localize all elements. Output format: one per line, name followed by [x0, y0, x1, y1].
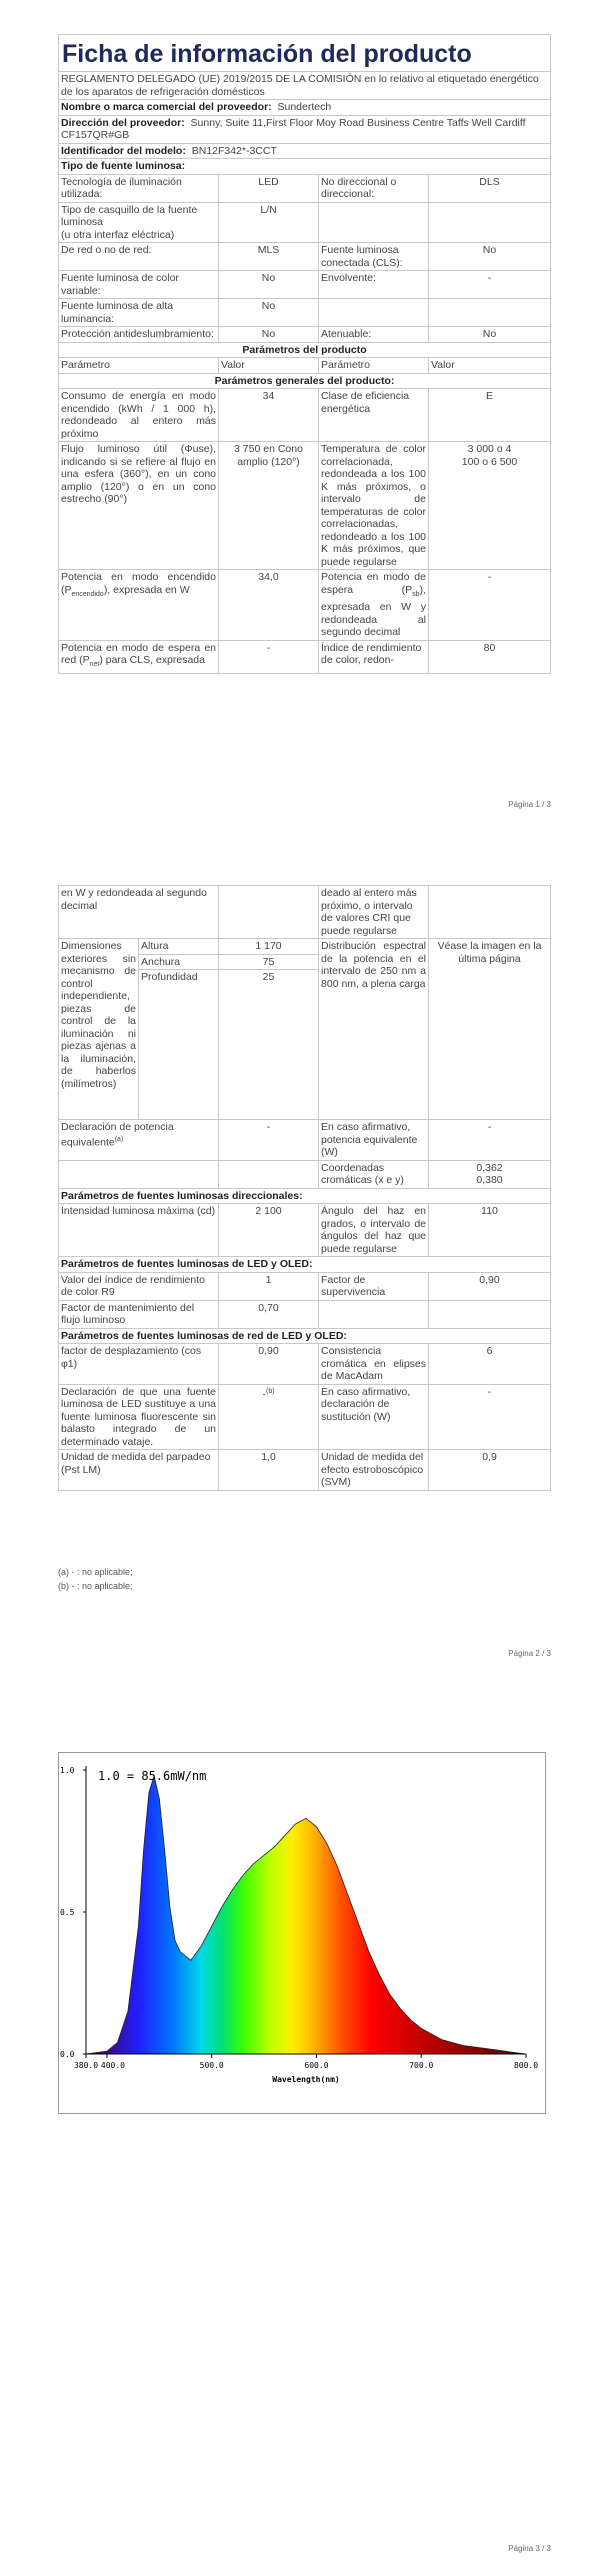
standby-label [319, 570, 429, 641]
page-2 [0, 885, 603, 1665]
net-label-sub: net [89, 661, 100, 669]
height-label: Altura [139, 939, 219, 955]
color-variable-value: No [219, 271, 319, 299]
depth-value: 25 [219, 970, 319, 1120]
power-label-sub: encendido [71, 590, 104, 598]
empty-cell [59, 1160, 219, 1188]
beam-angle-label: Ángulo del haz en grados, o intervalo de ángulos del haz que puede regularse [319, 1204, 429, 1257]
maintenance-value: 0,70 [219, 1300, 319, 1328]
page-number-1: Página 1 / 3 [508, 800, 551, 809]
stroboscopic-label: Unidad de medida del efecto estroboscópico (SVM) [319, 1450, 429, 1491]
class-value: E [429, 389, 551, 442]
chroma-value-cell [429, 1160, 551, 1188]
stroboscopic-value: 0,9 [429, 1450, 551, 1491]
cap-value: L/N [219, 202, 319, 243]
regulation-text: REGLAMENTO DELEGADO (UE) 2019/2015 DE LA COMISIÓN en lo relativo al etiquetado energético de los aparatos de refrigeración domésticos [59, 72, 551, 100]
empty-cell [319, 202, 429, 243]
replacement-label: Declaración de que una fuente luminosa de LED sustituye a una fuente luminosa fluorescente sin balasto integrado de un determinado vataje. [59, 1384, 219, 1450]
depth-label: Profundidad [139, 970, 219, 1120]
energy-value: 34 [219, 389, 319, 442]
r9-value: 1 [219, 1272, 319, 1300]
equiv-label-text: Declaración de potencia equivalente [61, 1121, 174, 1148]
mains-label: De red o no de red: [59, 243, 219, 271]
page-3 [0, 1720, 603, 2560]
x-tick-label: 400.0 [100, 2061, 125, 2070]
displacement-value: 0,90 [219, 1344, 319, 1385]
chroma-label: Coordenadas cromáticas (x e y) [319, 1160, 429, 1188]
chroma-x: 0,362 [476, 1161, 503, 1174]
mains-value: MLS [219, 243, 319, 271]
dimmable-value: No [429, 327, 551, 343]
empty-cell [429, 202, 551, 243]
light-source-header: Tipo de fuente luminosa: [59, 159, 551, 175]
replacement-yes-value: - [429, 1384, 551, 1450]
net-label-a: Potencia en modo de espera en red (P [61, 641, 216, 667]
replacement-value [219, 1384, 319, 1450]
r9-label: Valor del índice de rendimiento de color R9 [59, 1272, 219, 1300]
chroma-y: 0,380 [476, 1174, 503, 1186]
page-number-3: Página 3 / 3 [508, 2544, 551, 2553]
directional-header: Parámetros de fuentes luminosas direccionales: [59, 1188, 551, 1204]
replacement-sup: (b) [265, 1387, 275, 1395]
nondir-value: DLS [429, 174, 551, 202]
supplier-name-value: Sundertech [277, 101, 332, 113]
flux-value: 3 750 en Cono amplio (120°) [219, 442, 319, 570]
width-value: 75 [219, 954, 319, 970]
cls-label: Fuente luminosa conectada (CLS): [319, 243, 429, 271]
model-label: Identificador del modelo: [61, 144, 186, 157]
chart-annotation: 1.0 = 85.6mW/nm [98, 1769, 207, 1783]
empty-cell [219, 886, 319, 939]
x-tick-label: 380.0 [73, 2061, 99, 2070]
equiv-yes-label: En caso afirmativo, potencia equivalente (W) [319, 1120, 429, 1161]
product-params-header: Parámetros del producto [59, 342, 551, 358]
power-label [59, 570, 219, 641]
survival-label: Factor de supervivencia [319, 1272, 429, 1300]
empty-cell [429, 299, 551, 327]
cri-label: Índice de rendimiento de color, redon- [319, 640, 429, 673]
spd-label: Distribución espectral de la potencia en el intervalo de 250 nm a 800 nm, a plena carga [319, 939, 429, 1120]
model-value: BN12F342*-3CCT [191, 144, 277, 157]
document-title: Ficha de información del producto [59, 35, 551, 72]
width-label: Anchura [139, 954, 219, 970]
high-luminance-label: Fuente luminosa de alta luminancia: [59, 299, 219, 327]
standby-label-a: Potencia en modo de espera (P [321, 571, 426, 596]
net-label-b: ) para CLS, expresada [99, 654, 205, 667]
net-standby-label [59, 640, 219, 673]
net-standby-value: - [219, 640, 319, 673]
product-info-table-p1 [58, 34, 551, 674]
beam-angle-value: 110 [429, 1204, 551, 1257]
cct-value-cell [429, 442, 551, 570]
cri-value: 80 [429, 640, 551, 673]
equiv-yes-value: - [429, 1120, 551, 1161]
empty-cell [429, 886, 551, 939]
maintenance-label: Factor de mantenimiento del flujo luminoso [59, 1300, 219, 1328]
empty-cell [219, 1160, 319, 1188]
supplier-address-value: Sunny, Suite 11,First Floor Moy Road Business Centre Taffs Well Cardiff CF157QR#GB [61, 116, 526, 141]
supplier-address-row [59, 115, 551, 143]
cap-label: Tipo de casquillo de la fuente luminosa [61, 203, 198, 228]
spectral-power-chart [58, 1752, 546, 2114]
equiv-label [59, 1120, 219, 1161]
y-tick-label: 0.0 [60, 2050, 75, 2059]
displacement-label: factor de desplazamiento (cos φ1) [59, 1344, 219, 1385]
dims-label: Dimensiones exteriores sin mecanismo de control independiente, piezas de control de la iluminación ni piezas ajenas a la iluminación, de haberlos (milímetros) [59, 939, 139, 1120]
cct-label: Temperatura de color correlacionada, redondeada a los 100 K más próximos, o intervalo de temperaturas de color correlacionadas, redondeado a los 100 K más próximos, que puede regularse [319, 442, 429, 570]
power-value: 34,0 [219, 570, 319, 641]
led-mains-header: Parámetros de fuentes luminosas de red de LED y OLED: [59, 1328, 551, 1344]
flicker-value: 1,0 [219, 1450, 319, 1491]
standby-label-sub: sb [412, 590, 420, 598]
x-tick-label: 700.0 [409, 2061, 434, 2070]
empty-cell [319, 299, 429, 327]
dimmable-label: Atenuable: [319, 327, 429, 343]
equiv-sup: (a) [114, 1135, 124, 1143]
color-variable-label: Fuente luminosa de color variable: [59, 271, 219, 299]
footnote-b: (b) - : no aplicable; [58, 1581, 133, 1591]
col-value-2: Valor [429, 358, 551, 374]
power-label-b: ), expresada en W [103, 583, 190, 596]
flicker-label: Unidad de medida del parpadeo (Pst LM) [59, 1450, 219, 1491]
y-tick-label: 0.5 [60, 1908, 75, 1917]
spd-value: Véase la imagen en la última página [429, 939, 551, 1120]
cri-cont: deado al entero más próximo, o intervalo de valores CRI que puede regularse [319, 886, 429, 939]
nondir-label: No direccional o direccional: [319, 174, 429, 202]
cls-value: No [429, 243, 551, 271]
replacement-value-text: - [262, 1388, 266, 1400]
glare-value: No [219, 327, 319, 343]
envelope-value: - [429, 271, 551, 299]
consistency-value: 6 [429, 1344, 551, 1385]
cap-label-2: (u otra interfaz eléctrica) [61, 228, 175, 241]
product-info-table-p2 [58, 885, 551, 1491]
x-tick-label: 800.0 [513, 2061, 539, 2070]
tech-value: LED [219, 174, 319, 202]
footnote-a: (a) - : no aplicable; [58, 1567, 133, 1577]
cct-value-1: 3 000 o 4 [467, 443, 512, 455]
net-standby-cont: en W y redondeada al segundo decimal [59, 886, 219, 939]
consistency-label: Consistencia cromática en elipses de MacAdam [319, 1344, 429, 1385]
x-tick-label: 500.0 [199, 2061, 224, 2070]
power-label-a: Potencia en modo encendido (P [61, 571, 216, 596]
tech-label: Tecnología de iluminación utilizada: [59, 174, 219, 202]
standby-label-b: ), expresada en W y redondeada al segundo decimal [321, 583, 426, 639]
high-luminance-value: No [219, 299, 319, 327]
survival-value: 0,90 [429, 1272, 551, 1300]
replacement-yes-label: En caso afirmativo, declaración de sustitución (W) [319, 1384, 429, 1450]
peak-intensity-label: Intensidad luminosa máxima (cd) [59, 1204, 219, 1257]
x-axis-label: Wavelength(nm) [272, 2075, 340, 2084]
envelope-label: Envolvente: [319, 271, 429, 299]
cap-label-cell [59, 202, 219, 243]
footnotes [58, 1565, 133, 1593]
page-number-2: Página 2 / 3 [508, 1649, 551, 1658]
led-header: Parámetros de fuentes luminosas de LED y OLED: [59, 1257, 551, 1273]
supplier-address-label: Dirección del proveedor: [61, 116, 185, 129]
peak-intensity-value: 2 100 [219, 1204, 319, 1257]
supplier-name-row [59, 100, 551, 116]
class-label: Clase de eficiencia energética [319, 389, 429, 442]
col-param-1: Parámetro [59, 358, 219, 374]
empty-cell [429, 1300, 551, 1328]
col-value-1: Valor [219, 358, 319, 374]
flux-label: Flujo luminoso útil (Φuse), indicando si se refiere al flujo en una esfera (360°), en un cono amplio (120°) o en un cono estrecho (90°) [59, 442, 219, 570]
general-params-header: Parámetros generales del producto: [59, 373, 551, 389]
model-row [59, 143, 551, 159]
supplier-name-label: Nombre o marca comercial del proveedor: [61, 101, 272, 113]
equiv-value: - [219, 1120, 319, 1161]
glare-label: Protección antideslumbramiento: [59, 327, 219, 343]
x-tick-label: 600.0 [304, 2061, 329, 2070]
empty-cell [319, 1300, 429, 1328]
col-param-2: Parámetro [319, 358, 429, 374]
page-1 [0, 0, 603, 815]
y-tick-label: 1.0 [60, 1766, 75, 1775]
standby-value: - [429, 570, 551, 641]
cct-value-2: 100 o 6 500 [461, 455, 518, 468]
energy-label: Consumo de energía en modo encendido (kWh / 1 000 h), redondeado al entero más próximo [59, 389, 219, 442]
height-value: 1 170 [219, 939, 319, 955]
